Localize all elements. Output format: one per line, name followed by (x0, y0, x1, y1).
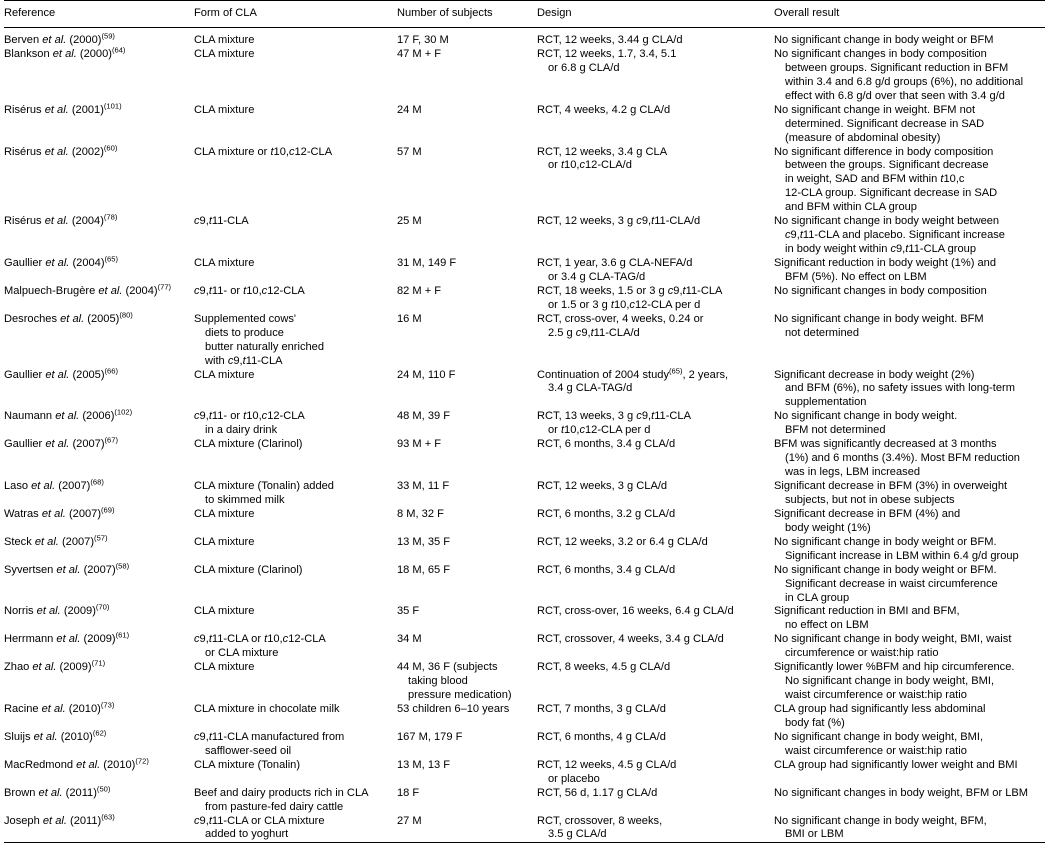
reference-text: Naumann et al. $(2006)^{(102)}$ (4, 407, 133, 423)
cell-result-text: Significant reduction in body weight (1%) and BFM (5%). No effect on LBM (774, 257, 997, 283)
cell-result-text: No significant change in body weight, BFM, BMI or LBM (774, 814, 987, 841)
cell-design-text: RCT, 6 months, 3.4 g CLA/d (537, 563, 676, 576)
reference-text: Joseph et al. $(2011)^{(63)}$ (4, 811, 115, 827)
cell-result-text: Significant reduction in BMI and BFM, no effect on LBM (774, 605, 960, 632)
cell-design-text: RCT, 12 weeks, 3.2 or 6.4 g CLA/d (537, 535, 708, 548)
cell-form (194, 146, 397, 216)
cell-result (774, 438, 1045, 480)
cell-design (537, 759, 774, 787)
reference-text: Risérus et al. $(2002)^{(60)}$ (4, 142, 118, 158)
table-row (4, 215, 1045, 257)
cell-subjects (397, 28, 537, 48)
reference-text: Brown et al. $(2011)^{(50)}$ (4, 783, 111, 799)
cell-form-text: CLA mixture (194, 605, 255, 618)
cell-reference (4, 407, 194, 438)
cell-form (194, 215, 397, 257)
cell-form (194, 605, 397, 633)
cell-subjects (397, 703, 537, 731)
cell-reference (4, 505, 194, 536)
cell-form (194, 633, 397, 661)
cell-result (774, 633, 1045, 661)
table-body (4, 28, 1045, 843)
cell-design-text: RCT, 8 weeks, 4.5 g CLA/d (537, 661, 671, 674)
cell-form-text: c9,t11- or t10,c12-CLA in a dairy drink (194, 410, 305, 437)
cell-form (194, 815, 397, 843)
table-row (4, 633, 1045, 661)
cell-reference (4, 630, 194, 661)
cell-subjects-text: 93 M + F (397, 438, 442, 451)
cell-form (194, 257, 397, 285)
cell-subjects (397, 480, 537, 508)
cell-subjects-text: 167 M, 179 F (397, 730, 463, 743)
footer-rule-row (4, 843, 1045, 844)
table-row (4, 28, 1045, 48)
cell-form (194, 104, 397, 146)
cell-subjects (397, 564, 537, 606)
cell-result-text: No significant change in body weight. BFM not determined (774, 410, 958, 437)
cell-form-text: CLA mixture or t10,c12-CLA (194, 145, 333, 158)
cell-result-text: No significant difference in body composition between the groups. Significant decrease in weight, SAD and BFM within t10,c 12-CLA group. Significant decrease in SAD and BFM within CLA group (774, 145, 998, 214)
cell-design (537, 731, 774, 759)
cell-result-text: No significant change in weight. BFM not determined. Significant decrease in SAD (measure of abdominal obesity) (774, 103, 985, 144)
header-row (4, 1, 1045, 28)
cell-result-text: No significant change in body weight, BMI, waist circumference or waist:hip ratio (774, 633, 1012, 660)
table-row (4, 759, 1045, 787)
table-row (4, 285, 1045, 313)
cell-design (537, 438, 774, 480)
cell-design-text: RCT, 7 months, 3 g CLA/d (537, 703, 666, 715)
cell-subjects-text: 24 M, 110 F (397, 368, 456, 381)
cell-design (537, 215, 774, 257)
table-row (4, 104, 1045, 146)
cell-reference (4, 310, 194, 369)
cell-design-text: RCT, crossover, 4 weeks, 3.4 g CLA/d (537, 633, 724, 646)
cell-result (774, 703, 1045, 731)
reference-text: Desroches et al. $(2005)^{(80)}$ (4, 310, 133, 325)
table-header (4, 1, 1045, 28)
cell-reference (4, 700, 194, 731)
cell-reference (4, 28, 194, 48)
cell-form (194, 410, 397, 438)
cell-subjects (397, 313, 537, 369)
cell-subjects (397, 215, 537, 257)
cell-subjects (397, 787, 537, 815)
cell-design (537, 703, 774, 731)
cell-reference (4, 101, 194, 146)
cell-result (774, 536, 1045, 564)
cell-result-text: No significant change in body weight, BMI, waist circumference or waist:hip ratio (774, 730, 984, 757)
cell-reference (4, 254, 194, 285)
cell-form (194, 661, 397, 703)
cell-result-text: Significant decrease in BFM (4%) and body weight (1%) (774, 507, 961, 534)
column-header-reference: Reference (4, 1, 194, 28)
cell-result-text: CLA group had significantly lower weight and BMI (774, 758, 1018, 771)
cell-design-text: RCT, 18 weeks, 1.5 or 3 g c9,t11-CLA or 1.5 or 3 g t10,c12-CLA per d (537, 284, 723, 311)
cell-subjects (397, 48, 537, 104)
cell-design (537, 508, 774, 536)
table-row (4, 508, 1045, 536)
reference-text: Syvertsen et al. $(2007)^{(58)}$ (4, 560, 130, 576)
cell-subjects-text: 35 F (397, 605, 420, 618)
cell-form-text: CLA mixture (Clarinol) (194, 438, 303, 451)
cell-design-text: RCT, 12 weeks, 4.5 g CLA/d or placebo (537, 758, 677, 785)
cell-result-text: No significant changes in body composition between groups. Significant reduction in BFM within 3.4 and 6.8 g/d groups (6%), no additional effect with 6.8 g/d over that seen with 3.4 g/d (774, 47, 1024, 102)
reference-text: Risérus et al. $(2004)^{(78)}$ (4, 212, 118, 228)
cell-design-text: RCT, 13 weeks, 3 g c9,t11-CLA or t10,c12-CLA per d (537, 410, 691, 437)
cell-form-text: CLA mixture (194, 103, 255, 116)
cell-result (774, 661, 1045, 703)
cell-design-text: RCT, 1 year, 3.6 g CLA-NEFA/d or 3.4 g CLA-TAG/d (537, 257, 693, 283)
cell-result-text: No significant change in body weight between c9,t11-CLA and placebo. Significant increase in body weight within c9,t11-CLA group (774, 215, 1005, 256)
cell-form (194, 369, 397, 411)
cell-subjects-text: 53 children 6–10 years (397, 703, 510, 715)
cell-form (194, 313, 397, 369)
cell-design-text: RCT, 12 weeks, 3.4 g CLA or t10,c12-CLA/d (537, 145, 668, 172)
cell-subjects-text: 44 M, 36 F (subjects taking blood pressure medication) (397, 661, 512, 702)
cell-design (537, 28, 774, 48)
cell-subjects-text: 25 M (397, 215, 422, 228)
cell-reference (4, 560, 194, 606)
cell-subjects (397, 369, 537, 411)
cell-reference (4, 142, 194, 216)
cell-subjects-text: 18 M, 65 F (397, 563, 451, 576)
table-footer (4, 843, 1045, 844)
cell-design (537, 313, 774, 369)
cell-design (537, 257, 774, 285)
cell-form (194, 285, 397, 313)
reference-text: Gaullier et al. $(2007)^{(67)}$ (4, 435, 119, 451)
reference-text: Gaullier et al. $(2004)^{(65)}$ (4, 254, 119, 269)
cell-design-text: RCT, 12 weeks, 3 g CLA/d (537, 480, 668, 492)
cell-result (774, 564, 1045, 606)
cell-design-text: RCT, 4 weeks, 4.2 g CLA/d (537, 103, 671, 116)
cell-subjects (397, 731, 537, 759)
cell-reference (4, 365, 194, 411)
cell-form (194, 731, 397, 759)
cell-subjects-text: 16 M (397, 312, 422, 325)
cell-result-text: CLA group had significantly less abdominal body fat (%) (774, 703, 986, 729)
cell-reference (4, 658, 194, 703)
cell-form (194, 703, 397, 731)
cell-reference (4, 282, 194, 313)
cell-subjects-text: 13 M, 13 F (397, 758, 451, 771)
cell-form (194, 759, 397, 787)
reference-text: Blankson et al. $(2000)^{(64)}$ (4, 45, 126, 60)
table-row (4, 369, 1045, 411)
cell-reference (4, 728, 194, 759)
cell-subjects (397, 633, 537, 661)
cell-reference (4, 435, 194, 480)
cell-design (537, 104, 774, 146)
cell-form (194, 787, 397, 815)
cell-design-text: RCT, 6 months, 3.2 g CLA/d (537, 507, 676, 520)
table-row (4, 438, 1045, 480)
table-row (4, 480, 1045, 508)
cell-subjects (397, 285, 537, 313)
cell-subjects-text: 82 M + F (397, 284, 442, 297)
reference-text: Berven et al. $(2000)^{(59)}$ (4, 31, 115, 46)
cell-design-text: RCT, 6 months, 3.4 g CLA/d (537, 438, 676, 451)
cell-design (537, 48, 774, 104)
cell-subjects (397, 536, 537, 564)
cell-result (774, 104, 1045, 146)
cell-result-text: Significantly lower %BFM and hip circumference. No significant change in body weight, BMI, waist circumference or waist:hip ratio (774, 661, 1015, 702)
cell-form (194, 28, 397, 48)
cell-design (537, 787, 774, 815)
cell-subjects (397, 146, 537, 216)
cell-subjects-text: 31 M, 149 F (397, 257, 457, 269)
reference-text: Risérus et al. $(2001)^{(101)}$ (4, 101, 122, 116)
table-row (4, 536, 1045, 564)
table-row (4, 815, 1045, 843)
cell-subjects-text: 24 M (397, 103, 422, 116)
table-row (4, 703, 1045, 731)
cell-design-text: RCT, crossover, 8 weeks, 3.5 g CLA/d (537, 814, 663, 841)
cell-design (537, 365, 774, 411)
cell-form-text: CLA mixture (194, 661, 255, 674)
cell-design-text: RCT, 56 d, 1.17 g CLA/d (537, 786, 658, 799)
cell-result (774, 257, 1045, 285)
table-row (4, 564, 1045, 606)
cell-result (774, 508, 1045, 536)
cell-subjects-text: 33 M, 11 F (397, 480, 450, 492)
cell-subjects (397, 661, 537, 703)
reference-text: Gaullier et al. $(2005)^{(66)}$ (4, 365, 119, 381)
cell-result-text: BFM was significantly decreased at 3 months (1%) and 6 months (3.4%). Most BFM reduction was in legs, LBM increased (774, 438, 1020, 479)
reference-text: Sluijs et al. $(2010)^{(62)}$ (4, 728, 107, 743)
reference-text: Herrmann et al. $(2009)^{(61)}$ (4, 630, 130, 646)
cell-result-text: No significant change in body weight or BFM. Significant decrease in waist circumference in CLA group (774, 563, 998, 604)
cell-design (537, 480, 774, 508)
reference-text: Racine et al. $(2010)^{(73)}$ (4, 700, 115, 715)
reference-text: Laso et al. $(2007)^{(68)}$ (4, 477, 104, 492)
cell-result (774, 285, 1045, 313)
table-row (4, 146, 1045, 216)
reference-text: MacRedmond et al. $(2010)^{(72)}$ (4, 756, 149, 771)
cell-form-text: CLA mixture in chocolate milk (194, 703, 340, 715)
cell-result (774, 313, 1045, 369)
cell-form (194, 480, 397, 508)
cell-result (774, 787, 1045, 815)
cell-result-text: No significant changes in body weight, BFM or LBM (774, 786, 1029, 799)
cell-subjects-text: 34 M (397, 633, 422, 646)
cell-design-text: RCT, cross-over, 16 weeks, 6.4 g CLA/d (537, 605, 734, 618)
cell-design (537, 564, 774, 606)
cell-result (774, 605, 1045, 633)
cell-result (774, 28, 1045, 48)
bottom-rule (4, 843, 1045, 844)
cell-design (537, 146, 774, 216)
cell-subjects (397, 410, 537, 438)
reference-text: Zhao et al. $(2009)^{(71)}$ (4, 658, 106, 674)
cell-design-text: Continuation of 2004 study$^{(65)}$, 2 years, 3.4 g CLA-TAG/d (537, 365, 729, 395)
reference-text: Norris et al. $(2009)^{(70)}$ (4, 602, 110, 618)
cell-subjects (397, 438, 537, 480)
cell-form-text: CLA mixture (Tonalin) (194, 758, 301, 771)
cell-design (537, 285, 774, 313)
cell-design-text: RCT, 12 weeks, 3 g c9,t11-CLA/d (537, 215, 701, 228)
table-row (4, 731, 1045, 759)
cell-result (774, 146, 1045, 216)
cell-result-text: No significant changes in body composition (774, 284, 987, 297)
table-row (4, 661, 1045, 703)
cell-form-text: Beef and dairy products rich in CLA from pasture-fed dairy cattle (194, 786, 369, 813)
cell-form (194, 508, 397, 536)
cell-subjects-text: 27 M (397, 814, 422, 827)
cell-result-text: No significant change in body weight or BFM. Significant increase in LBM within 6.4 g/d group (774, 535, 1019, 562)
cell-form-text: c9,t11-CLA or t10,c12-CLA or CLA mixture (194, 633, 326, 660)
cell-result (774, 215, 1045, 257)
cell-subjects (397, 104, 537, 146)
cell-subjects-text: 8 M, 32 F (397, 507, 444, 520)
cell-form-text: CLA mixture (194, 257, 255, 269)
cell-design-text: RCT, cross-over, 4 weeks, 0.24 or 2.5 g c9,t11-CLA/d (537, 312, 704, 339)
table-row (4, 605, 1045, 633)
cell-design-text: RCT, 12 weeks, 1.7, 3.4, 5.1 or 6.8 g CLA/d (537, 47, 677, 74)
cell-form-text: c9,t11-CLA or CLA mixture added to yoghurt (194, 814, 325, 841)
cell-form-text: c9,t11- or t10,c12-CLA (194, 284, 305, 297)
cell-form-text: c9,t11-CLA manufactured from safflower-seed oil (194, 730, 345, 757)
cell-form-text: CLA mixture (Clarinol) (194, 563, 303, 576)
cell-design (537, 661, 774, 703)
cell-reference (4, 533, 194, 564)
cell-subjects-text: 13 M, 35 F (397, 535, 451, 548)
cell-result (774, 410, 1045, 438)
cell-reference (4, 811, 194, 843)
cell-design (537, 633, 774, 661)
cell-result-text: Significant decrease in BFM (3%) in overweight subjects, but not in obese subjects (774, 480, 1008, 506)
column-header-design: Design (537, 1, 774, 28)
cell-reference (4, 477, 194, 508)
cell-subjects (397, 759, 537, 787)
cell-form-text: CLA mixture (194, 47, 255, 60)
cell-form-text: CLA mixture (194, 34, 255, 46)
cell-form-text: CLA mixture (194, 368, 255, 381)
cell-reference (4, 783, 194, 815)
cell-subjects-text: 17 F, 30 M (397, 34, 449, 46)
cell-form (194, 564, 397, 606)
cell-subjects (397, 815, 537, 843)
cell-subjects-text: 57 M (397, 145, 422, 158)
cell-result (774, 731, 1045, 759)
cell-subjects (397, 257, 537, 285)
cell-design (537, 605, 774, 633)
table-row (4, 48, 1045, 104)
reference-text: Steck et al. $(2007)^{(57)}$ (4, 533, 108, 548)
cell-subjects-text: 18 F (397, 786, 420, 799)
cell-result-text: No significant change in body weight. BFM not determined (774, 312, 984, 339)
cell-reference (4, 45, 194, 104)
cell-result (774, 48, 1045, 104)
table-row (4, 313, 1045, 369)
cell-reference (4, 602, 194, 633)
cell-design (537, 815, 774, 843)
cell-result (774, 480, 1045, 508)
cell-subjects (397, 508, 537, 536)
cell-result (774, 815, 1045, 843)
cell-form-text: c9,t11-CLA (194, 215, 249, 228)
cell-form-text: Supplemented cows' diets to produce butter naturally enriched with c9,t11-CLA (194, 312, 325, 367)
cell-reference (4, 756, 194, 787)
reference-text: Watras et al. $(2007)^{(69)}$ (4, 505, 115, 520)
column-header-result: Overall result (774, 1, 1045, 28)
cell-form (194, 48, 397, 104)
table-row (4, 410, 1045, 438)
table-row (4, 257, 1045, 285)
cell-design (537, 410, 774, 438)
column-header-subjects: Number of subjects (397, 1, 537, 28)
cell-design-text: RCT, 12 weeks, 3.44 g CLA/d (537, 34, 683, 46)
cell-subjects-text: 47 M + F (397, 47, 442, 60)
cell-subjects (397, 605, 537, 633)
column-header-form: Form of CLA (194, 1, 397, 28)
cell-design-text: RCT, 6 months, 4 g CLA/d (537, 730, 666, 743)
reference-text: Malpuech-Brugère et al. $(2004)^{(77)}$ (4, 282, 172, 297)
cell-form-text: CLA mixture (194, 535, 255, 548)
cell-design (537, 536, 774, 564)
cell-reference (4, 212, 194, 257)
cell-result-text: Significant decrease in body weight (2%) and BFM (6%), no safety issues with long-term supplementation (774, 368, 1015, 409)
cell-form-text: CLA mixture (194, 507, 255, 520)
cell-subjects-text: 48 M, 39 F (397, 410, 451, 423)
cell-result (774, 759, 1045, 787)
cla-studies-table (4, 0, 1045, 843)
cell-form-text: CLA mixture (Tonalin) added to skimmed milk (194, 480, 334, 506)
cell-result (774, 369, 1045, 411)
table-row (4, 787, 1045, 815)
cell-form (194, 536, 397, 564)
cell-result-text: No significant change in body weight or BFM (774, 34, 994, 46)
cell-form (194, 438, 397, 480)
